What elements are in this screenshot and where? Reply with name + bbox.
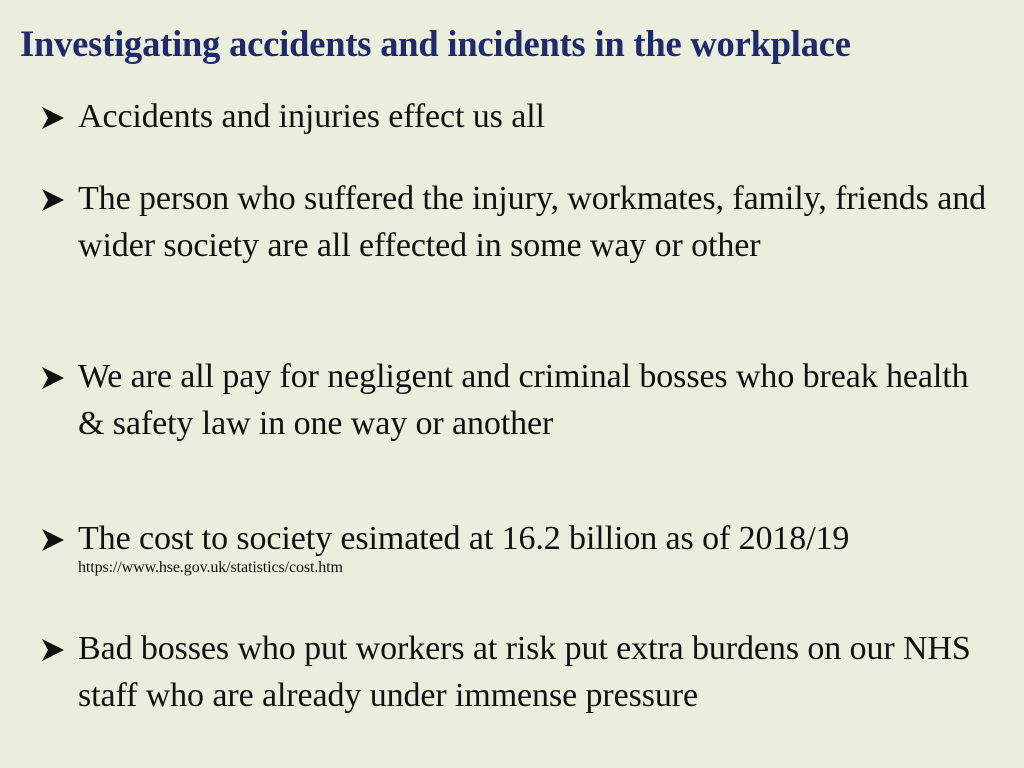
- bullet-text: The person who suffered the injury, workmates, family, friends and wider society are all effected in some way or other: [78, 180, 986, 264]
- source-link[interactable]: https://www.hse.gov.uk/statistics/cost.htm: [78, 559, 343, 576]
- slide-title: Investigating accidents and incidents in the workplace: [20, 23, 851, 64]
- bullet-item-nhs-burden: [40, 625, 1000, 719]
- bullet-item-affected-people: [40, 175, 1000, 269]
- arrow-bullet-icon: [40, 528, 78, 552]
- arrow-bullet-icon: [40, 638, 78, 662]
- bullet-text: Accidents and injuries effect us all: [78, 98, 545, 135]
- bullet-item-accidents: [40, 93, 1000, 140]
- bullet-item-cost-to-society: [40, 515, 1000, 577]
- bullet-text: We are all pay for negligent and criminal bosses who break health & safety law in one way or another: [78, 358, 969, 442]
- arrow-bullet-icon: [40, 188, 78, 212]
- arrow-bullet-icon: [40, 106, 78, 130]
- arrow-bullet-icon: [40, 366, 78, 390]
- bullet-item-negligent-bosses: [40, 353, 1000, 447]
- bullet-text: The cost to society esimated at 16.2 billion as of 2018/19 https://www.hse.gov.uk/statistics/cost.htm: [78, 520, 850, 576]
- bullet-text: Bad bosses who put workers at risk put extra burdens on our NHS staff who are already under immense pressure: [78, 630, 971, 714]
